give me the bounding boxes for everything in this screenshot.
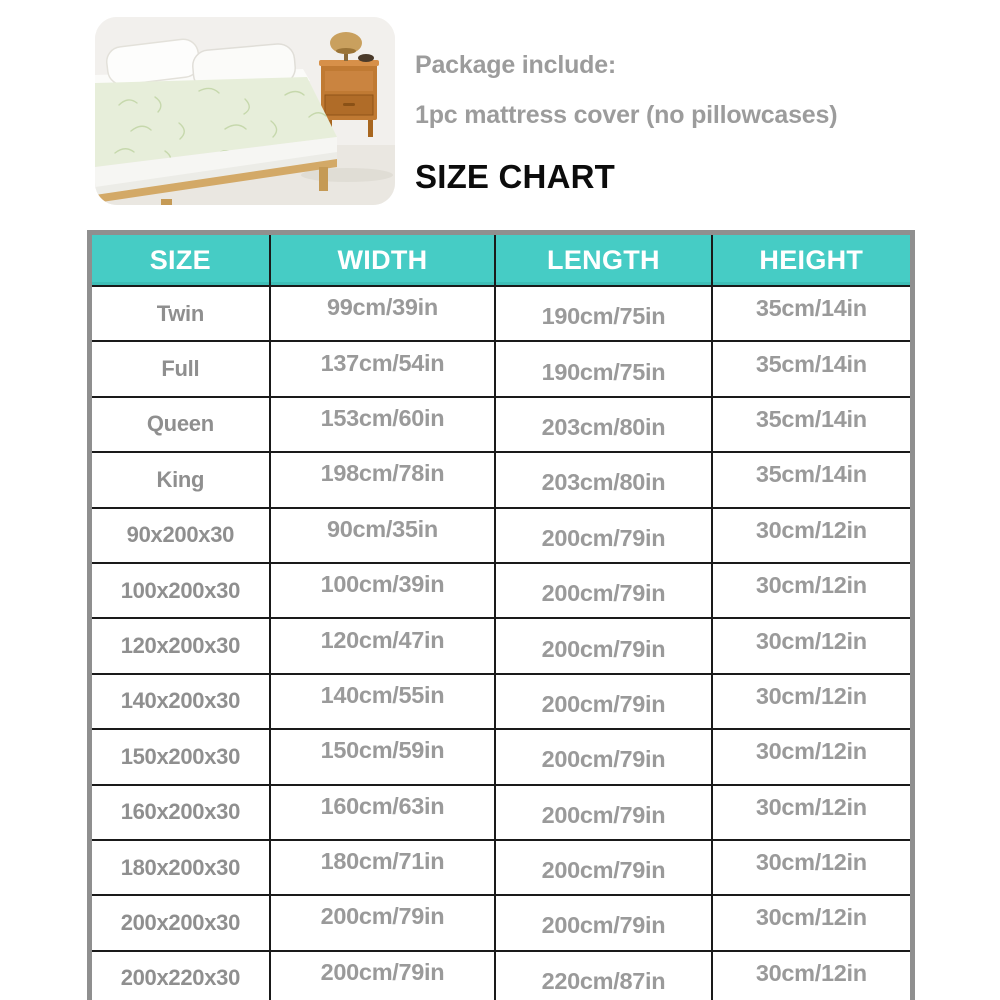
- cell-length-value: 200cm/79in: [541, 524, 666, 551]
- cell-size-value: 90x200x30: [126, 522, 235, 548]
- table-row: [90, 286, 913, 341]
- cell-length-value: 200cm/79in: [541, 857, 666, 884]
- col-header-width: WIDTH: [270, 233, 496, 287]
- cell-height-value: 30cm/12in: [755, 849, 867, 876]
- cell-length-value: 200cm/79in: [541, 912, 666, 939]
- cell-height-value: 30cm/12in: [755, 572, 867, 599]
- package-contents-text: 1pc mattress cover (no pillowcases): [415, 101, 838, 129]
- cell-length-value: 203cm/80in: [541, 413, 666, 440]
- cell-height-value: 30cm/12in: [755, 627, 867, 654]
- cell-length-value: 200cm/79in: [541, 580, 666, 607]
- table-row: [90, 895, 913, 950]
- cell-length-value: 200cm/79in: [541, 635, 666, 662]
- cell-width-value: 137cm/54in: [320, 349, 445, 376]
- cell-width-value: 180cm/71in: [320, 848, 445, 875]
- cell-size-value: Queen: [146, 411, 214, 437]
- intro-text-block: [415, 50, 975, 195]
- size-table-body: [90, 286, 913, 1000]
- table-row: [90, 729, 913, 784]
- table-row: [90, 674, 913, 729]
- product-photo: [95, 17, 395, 205]
- cell-width-value: 100cm/39in: [320, 571, 445, 598]
- cell-width-value: 99cm/39in: [327, 294, 438, 321]
- cell-height-value: 35cm/14in: [755, 405, 867, 432]
- table-row: [90, 951, 913, 1000]
- table-row: [90, 341, 913, 396]
- cell-height-value: 30cm/12in: [755, 959, 867, 986]
- cell-size-value: 180x200x30: [120, 854, 241, 880]
- header-row: [90, 233, 913, 287]
- cell-width-value: 200cm/79in: [320, 958, 445, 985]
- cell-height-value: 30cm/12in: [755, 738, 867, 765]
- col-header-length: LENGTH: [495, 233, 711, 287]
- cell-size-value: 140x200x30: [120, 688, 241, 714]
- table-row: [90, 618, 913, 673]
- package-include-label: Package include:: [415, 51, 617, 79]
- cell-height-value: 35cm/14in: [755, 295, 867, 322]
- cell-length-value: 200cm/79in: [541, 801, 666, 828]
- cell-height-value: 30cm/12in: [755, 682, 867, 709]
- table-row: [90, 563, 913, 618]
- cell-width-value: 90cm/35in: [327, 515, 438, 542]
- cell-length-value: 200cm/79in: [541, 690, 666, 717]
- cell-width-value: 150cm/59in: [320, 737, 445, 764]
- col-header-size: SIZE: [90, 233, 270, 287]
- cell-size-value: King: [156, 466, 205, 492]
- cell-height-value: 35cm/14in: [755, 350, 867, 377]
- cell-height-value: 30cm/12in: [755, 793, 867, 820]
- cell-size-value: 100x200x30: [120, 577, 241, 603]
- cell-height-value: 30cm/12in: [755, 516, 867, 543]
- size-chart-title: SIZE CHART: [415, 158, 615, 195]
- cell-width-value: 160cm/63in: [320, 792, 445, 819]
- cell-width-value: 198cm/78in: [320, 460, 445, 487]
- cell-size-value: 150x200x30: [120, 743, 241, 769]
- table-row: [90, 397, 913, 452]
- cell-size-value: Full: [161, 356, 200, 382]
- cell-length-value: 200cm/79in: [541, 746, 666, 773]
- table-row: [90, 452, 913, 507]
- size-table-header: [90, 233, 913, 287]
- cell-width-value: 200cm/79in: [320, 903, 445, 930]
- cell-length-value: 190cm/75in: [541, 358, 666, 385]
- table-row: [90, 840, 913, 895]
- cell-width-value: 140cm/55in: [320, 681, 445, 708]
- cell-width-value: 120cm/47in: [320, 626, 445, 653]
- cell-size-value: Twin: [156, 300, 204, 326]
- cell-size-value: 200x200x30: [120, 909, 241, 935]
- cell-size-value: 200x220x30: [120, 965, 241, 991]
- cell-length-value: 190cm/75in: [541, 303, 666, 330]
- col-header-height: HEIGHT: [712, 233, 913, 287]
- cell-length-value: 203cm/80in: [541, 469, 666, 496]
- size-chart-table: [87, 230, 915, 1000]
- table-row: [90, 508, 913, 563]
- cell-size-value: 160x200x30: [120, 799, 241, 825]
- cell-length-value: 220cm/87in: [541, 967, 666, 994]
- bed-illustration: [95, 17, 395, 205]
- cell-height-value: 30cm/12in: [755, 904, 867, 931]
- cell-width-value: 153cm/60in: [320, 404, 445, 431]
- cell-size-value: 120x200x30: [120, 633, 241, 659]
- cell-height-value: 35cm/14in: [755, 461, 867, 488]
- table-row: [90, 785, 913, 840]
